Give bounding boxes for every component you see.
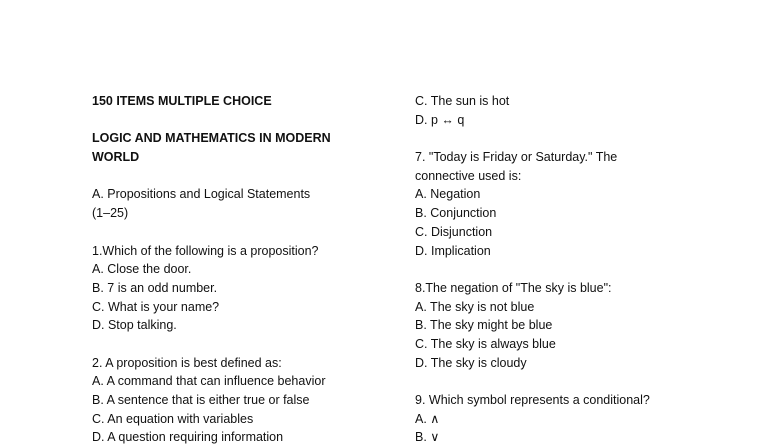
question-2-option-b: B. A sentence that is either true or false [92,393,310,407]
question-9-option-a: A. ∧ [415,411,440,426]
spacer [415,129,715,148]
question-1-option-c: C. What is your name? [92,299,220,314]
question-8-option-d: D. The sky is cloudy [415,355,527,370]
document-title: 150 ITEMS MULTIPLE CHOICE [92,94,272,108]
question-1-option-d: D. Stop talking. [92,318,177,333]
question-7-option-a: A. Negation [415,187,481,202]
question-8-option-a: A. The sky is not blue [415,299,535,314]
question-9-option-b: B. ∨ [415,430,440,445]
left-column [92,92,392,447]
section-range: (1–25) [92,206,129,221]
question-6-option-d: D. p ↔ q [415,112,465,127]
spacer [415,372,715,391]
question-7-continued: connective used is: [415,168,522,183]
spacer [92,335,392,354]
question-1-option-b: B. 7 is an odd number. [92,280,218,295]
question-6-option-c: C. The sun is hot [415,94,510,108]
spacer [92,111,392,130]
question-2-option-d: D. A question requiring information [92,430,284,445]
right-column [415,92,715,447]
question-7: 7. "Today is Friday or Saturday." The [415,150,618,165]
question-8: 8.The negation of "The sky is blue": [415,280,612,295]
question-2: 2. A proposition is best defined as: [92,355,282,370]
spacer [92,167,392,186]
spacer [92,223,392,242]
question-2-option-c: C. An equation with variables [92,411,254,426]
document-subtitle-continued: WORLD [92,150,140,165]
question-1-option-a: A. Close the door. [92,262,192,277]
question-7-option-b: B. Conjunction [415,206,497,221]
question-8-option-c: C. The sky is always blue [415,336,556,351]
question-1: 1.Which of the following is a proposition? [92,243,319,258]
question-7-option-c: C. Disjunction [415,224,493,239]
section-heading: A. Propositions and Logical Statements [92,187,311,202]
spacer [415,260,715,279]
question-9: 9. Which symbol represents a conditional? [415,393,650,407]
document-subtitle: LOGIC AND MATHEMATICS IN MODERN [92,131,331,146]
question-7-option-d: D. Implication [415,243,491,258]
question-8-option-b: B. The sky might be blue [415,318,553,333]
question-2-option-a: A. A command that can influence behavior [92,374,326,389]
